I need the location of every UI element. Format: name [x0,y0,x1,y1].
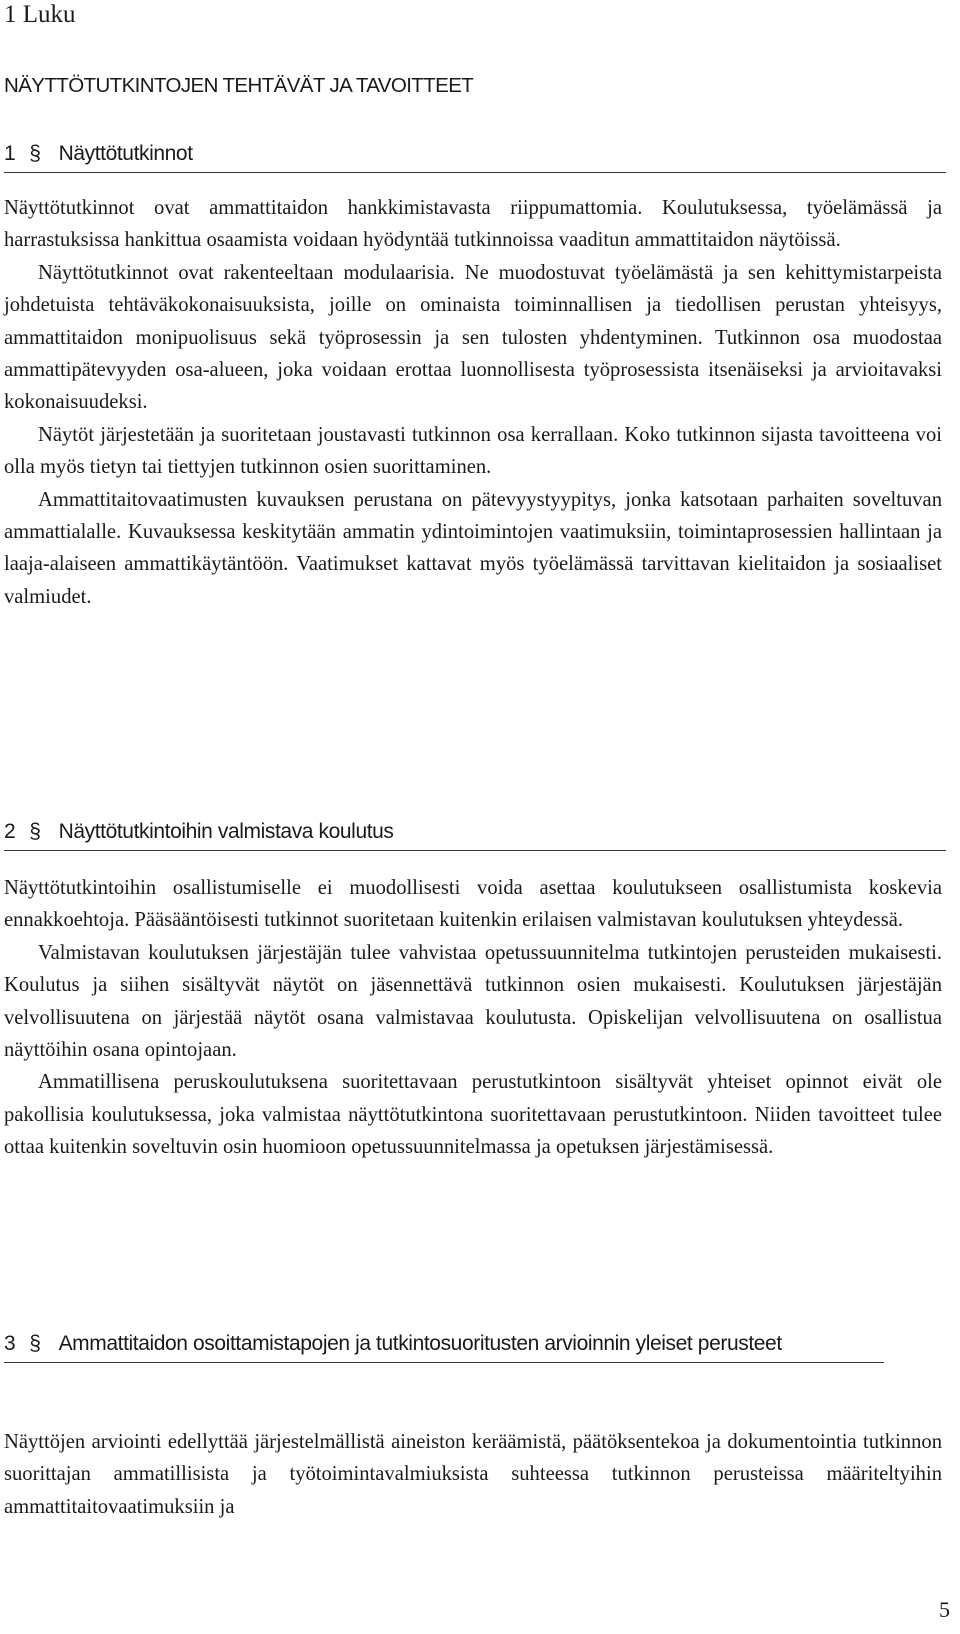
paragraph: Valmistavan koulutuksen järjestäjän tulee vahvistaa opetussuunnitelma tutkintojen perusteiden mukaisesti. Koulutus ja siihen sisältyvät näytöt on jäsennettävä tutkinnon osien mukaisesti. Koulutuksen järjestäjän velvollisuutena on järjestää näytöt osana valmistavaa koulutusta. Opiskelijan velvollisuutena on osallistua näyttöihin osana opintojaan. [4,941,942,1062]
chapter-label: 1 Luku [4,1,76,28]
section-heading-3 [4,1328,884,1363]
page-number: 5 [939,1597,950,1622]
paragraph: Näytöt järjestetään ja suoritetaan joustavasti tutkinnon osa kerrallaan. Koko tutkinnon sijasta tavoitteena voi olla myös tietyn tai tiettyjen tutkinnon osien suorittaminen. [4,423,942,479]
section-body-2 [4,872,942,1164]
chapter-title: NÄYTTÖTUTKINTOJEN TEHTÄVÄT JA TAVOITTEET [4,74,474,97]
section-symbol: § [29,1332,41,1355]
section-title: Näyttötutkinnot [58,142,193,165]
paragraph: Näyttötutkinnot ovat ammattitaidon hankkimistavasta riippumattomia. Koulutuksessa, työelämässä ja harrastuksissa hankittua osaamista voidaan hyödyntää tutkinnoissa vaaditun ammattitaidon näytöissä. [4,197,942,252]
paragraph: Näyttöjen arviointi edellyttää järjestelmällistä aineiston keräämistä, päätöksentekoa ja dokumentointia tutkinnon suorittajan ammatillisista ja työtoimintavalmiuksista suhteessa tutkinnon perusteissa määriteltyihin ammattitaitovaatimuksiin ja [4,1431,942,1518]
section-body-1 [4,192,942,613]
section-number: 3 [4,1332,16,1355]
section-number: 2 [4,820,16,843]
section-body-3 [4,1426,942,1523]
section-title: Ammattitaidon osoittamistapojen ja tutkintosuoritusten arvioinnin yleiset perusteet [58,1332,782,1355]
section-number: 1 [4,142,16,165]
section-symbol: § [29,820,41,843]
paragraph: Ammattitaitovaatimusten kuvauksen perustana on pätevyystyypitys, jonka katsotaan parhaiten soveltuvan ammattialalle. Kuvauksessa keskitytään ammatin ydintoimintojen vaatimuksiin, toimintaprosessien hallintaan ja laaja-alaiseen ammattikäytäntöön. Vaatimukset kattavat myös työelämässä tarvittavan kielitaidon ja sosiaaliset valmiudet. [4,488,942,608]
section-symbol: § [29,142,41,165]
paragraph: Näyttötutkintoihin osallistumiselle ei muodollisesti voida asettaa koulutukseen osallistumista koskevia ennakkoehtoja. Pääsääntöisesti tutkinnot suoritetaan kuitenkin erilaisen valmistavan koulutuksen yhteydessä. [4,877,942,932]
paragraph: Näyttötutkinnot ovat rakenteeltaan modulaarisia. Ne muodostuvat työelämästä ja sen kehittymistarpeista johdetuista tehtäväkokonaisuuksista, joille on ominaista toiminnallisen ja tiedollisen perustan yhteisyys, ammattitaidon monipuolisuus sekä työprosessin ja sen tulosten yhdentyminen. Tutkinnon osa muodostaa ammattipätevyyden osa-alueen, joka voidaan erottaa luonnollisesta työprosessista itsenäiseksi ja arvioitavaksi kokonaisuudeksi. [4,261,942,414]
paragraph: Ammatillisena peruskoulutuksena suoritettavaan perustutkintoon sisältyvät yhteiset opinnot eivät ole pakollisia koulutuksessa, joka valmistaa näyttötutkintona suoritettavaan perustutkintoon. Niiden tavoitteet tulee ottaa kuitenkin soveltuvin osin huomioon opetussuunnitelmassa ja opetuksen järjestämisessä. [4,1071,942,1159]
section-heading-1 [4,138,946,173]
section-title: Näyttötutkintoihin valmistava koulutus [58,820,394,843]
section-heading-2 [4,816,946,851]
